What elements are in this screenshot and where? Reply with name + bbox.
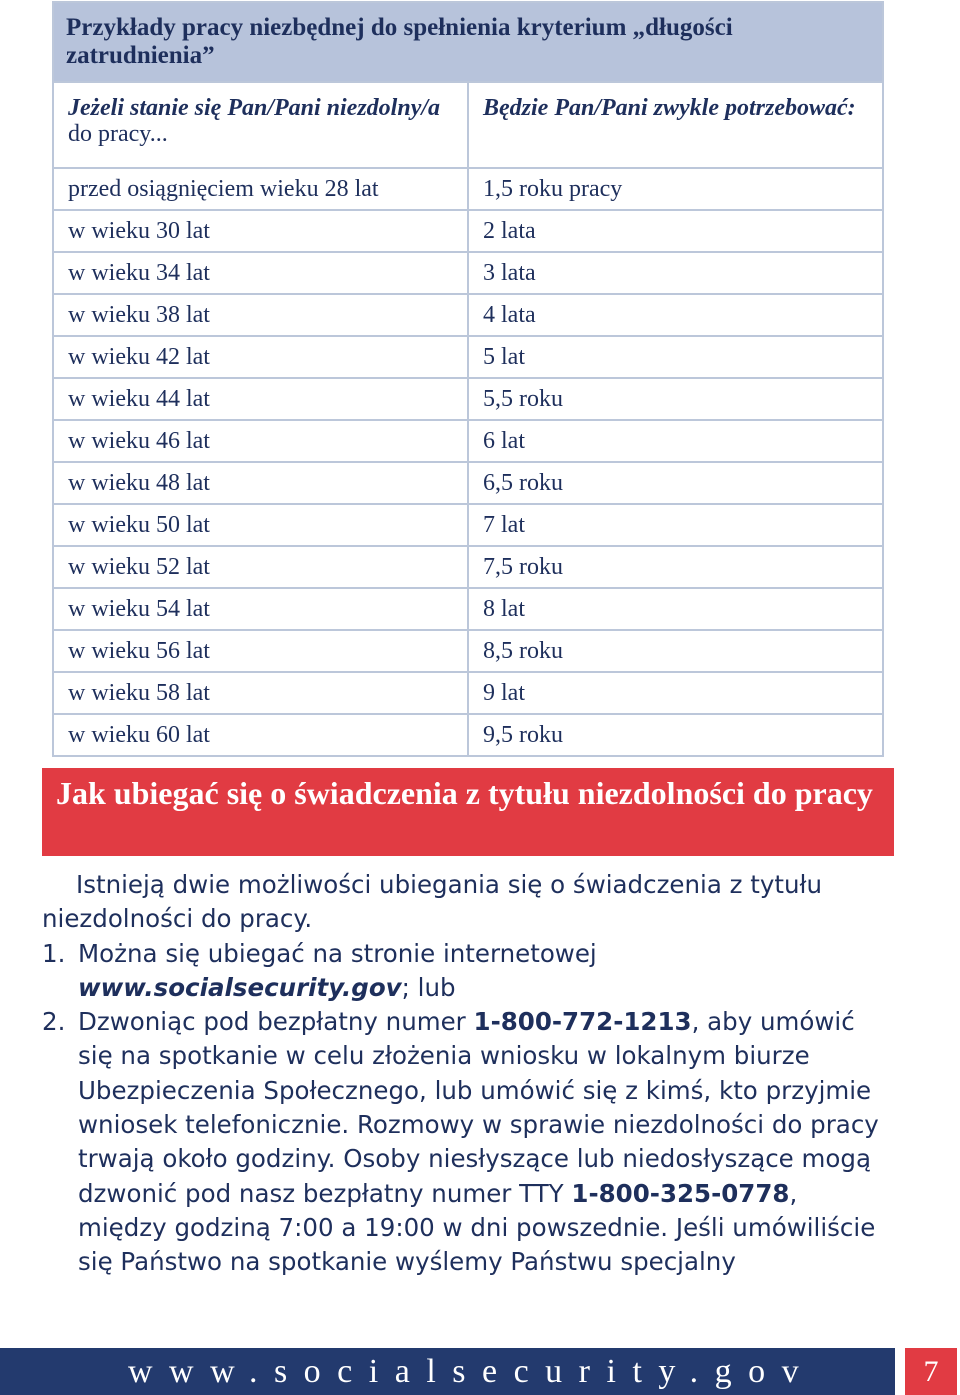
work-required-cell: 9,5 roku bbox=[468, 714, 883, 756]
column-header-age-italic: Jeżeli stanie się Pan/Pani niezdolny/a bbox=[68, 95, 441, 121]
age-cell: w wieku 46 lat bbox=[53, 420, 468, 462]
table-row bbox=[53, 252, 883, 294]
age-cell: przed osiągnięciem wieku 28 lat bbox=[53, 168, 468, 210]
table-row bbox=[53, 210, 883, 252]
age-cell: w wieku 58 lat bbox=[53, 672, 468, 714]
work-required-cell: 4 lata bbox=[468, 294, 883, 336]
work-required-cell: 1,5 roku pracy bbox=[468, 168, 883, 210]
table-row bbox=[53, 336, 883, 378]
table-row bbox=[53, 378, 883, 420]
work-required-cell: 5,5 roku bbox=[468, 378, 883, 420]
work-requirement-table bbox=[52, 1, 884, 757]
list-text-1-lead: Można się ubiegać na stronie internetowej bbox=[78, 938, 597, 968]
list-text-1-suffix: ; lub bbox=[401, 972, 456, 1002]
list-text-2-b: , aby umówić się na spotkanie w celu złożenia wniosku w lokalnym biurze Ubezpieczenia Społecznego, lub umówić się z kimś, kto przyjmie wniosek telefonicznie. Rozmowy w sprawie niezdolności do pracy trwają około godziny. Osoby niesłyszące lub niedosłyszące mogą dzwonić pod nasz bezpłatny numer TTY bbox=[78, 1007, 879, 1208]
phone-number: 1-800-772-1213 bbox=[473, 1007, 692, 1037]
table-row bbox=[53, 462, 883, 504]
list-text-2-c: , między godziną 7:00 a 19:00 w dni powszednie. Jeśli umówiliście się Państwo na spotkanie wyślemy Państwu specjalny bbox=[78, 1178, 876, 1277]
age-cell: w wieku 50 lat bbox=[53, 504, 468, 546]
list-item-online bbox=[42, 937, 892, 1006]
list-text-2-a: Dzwoniąc pod bezpłatny numer bbox=[78, 1007, 474, 1037]
column-header-age-plain: do pracy... bbox=[68, 121, 168, 147]
table-column-headers bbox=[53, 82, 883, 168]
page-number: 7 bbox=[905, 1348, 957, 1395]
age-cell: w wieku 38 lat bbox=[53, 294, 468, 336]
section-heading: Jak ubiegać się o świadczenia z tytułu niezdolności do pracy bbox=[56, 775, 873, 811]
table-row bbox=[53, 546, 883, 588]
work-required-cell: 6 lat bbox=[468, 420, 883, 462]
list-number-1: 1. bbox=[42, 938, 66, 968]
age-cell: w wieku 30 lat bbox=[53, 210, 468, 252]
table-row bbox=[53, 672, 883, 714]
footer-url-bar bbox=[0, 1348, 895, 1395]
work-required-cell: 2 lata bbox=[468, 210, 883, 252]
age-cell: w wieku 48 lat bbox=[53, 462, 468, 504]
work-required-cell: 8,5 roku bbox=[468, 630, 883, 672]
table-body bbox=[53, 168, 883, 756]
age-cell: w wieku 42 lat bbox=[53, 336, 468, 378]
table-row bbox=[53, 504, 883, 546]
intro-paragraph: Istnieją dwie możliwości ubiegania się o świadczenia z tytułu niezdolności do pracy. bbox=[42, 870, 823, 934]
website-link[interactable]: www.socialsecurity.gov bbox=[78, 972, 402, 1002]
work-required-cell: 6,5 roku bbox=[468, 462, 883, 504]
column-header-work-needed: Będzie Pan/Pani zwykle potrzebować: bbox=[468, 82, 883, 168]
work-required-cell: 5 lat bbox=[468, 336, 883, 378]
table-row bbox=[53, 168, 883, 210]
table-row bbox=[53, 420, 883, 462]
age-cell: w wieku 34 lat bbox=[53, 252, 468, 294]
table-row bbox=[53, 294, 883, 336]
work-required-cell: 9 lat bbox=[468, 672, 883, 714]
work-required-cell: 8 lat bbox=[468, 588, 883, 630]
age-cell: w wieku 44 lat bbox=[53, 378, 468, 420]
body-text bbox=[42, 868, 892, 1280]
list-text-1 bbox=[78, 937, 892, 1006]
age-cell: w wieku 60 lat bbox=[53, 714, 468, 756]
work-required-cell: 3 lata bbox=[468, 252, 883, 294]
age-cell: w wieku 54 lat bbox=[53, 588, 468, 630]
table-row bbox=[53, 714, 883, 756]
work-required-cell: 7 lat bbox=[468, 504, 883, 546]
list-number-2: 2. bbox=[42, 1007, 66, 1037]
footer-url[interactable]: www.socialsecurity.gov bbox=[128, 1353, 816, 1390]
age-cell: w wieku 56 lat bbox=[53, 630, 468, 672]
table-title: Przykłady pracy niezbędnej do spełnienia kryterium „długości zatrudnienia” bbox=[53, 2, 883, 82]
list-text-2 bbox=[78, 1005, 892, 1279]
work-required-cell: 7,5 roku bbox=[468, 546, 883, 588]
column-header-age bbox=[53, 82, 468, 168]
table-row bbox=[53, 630, 883, 672]
list-item-phone bbox=[42, 1005, 892, 1279]
table-title-row bbox=[53, 2, 883, 82]
age-cell: w wieku 52 lat bbox=[53, 546, 468, 588]
tty-number: 1-800-325-0778 bbox=[571, 1178, 790, 1208]
table-row bbox=[53, 588, 883, 630]
section-heading-banner bbox=[42, 768, 894, 856]
